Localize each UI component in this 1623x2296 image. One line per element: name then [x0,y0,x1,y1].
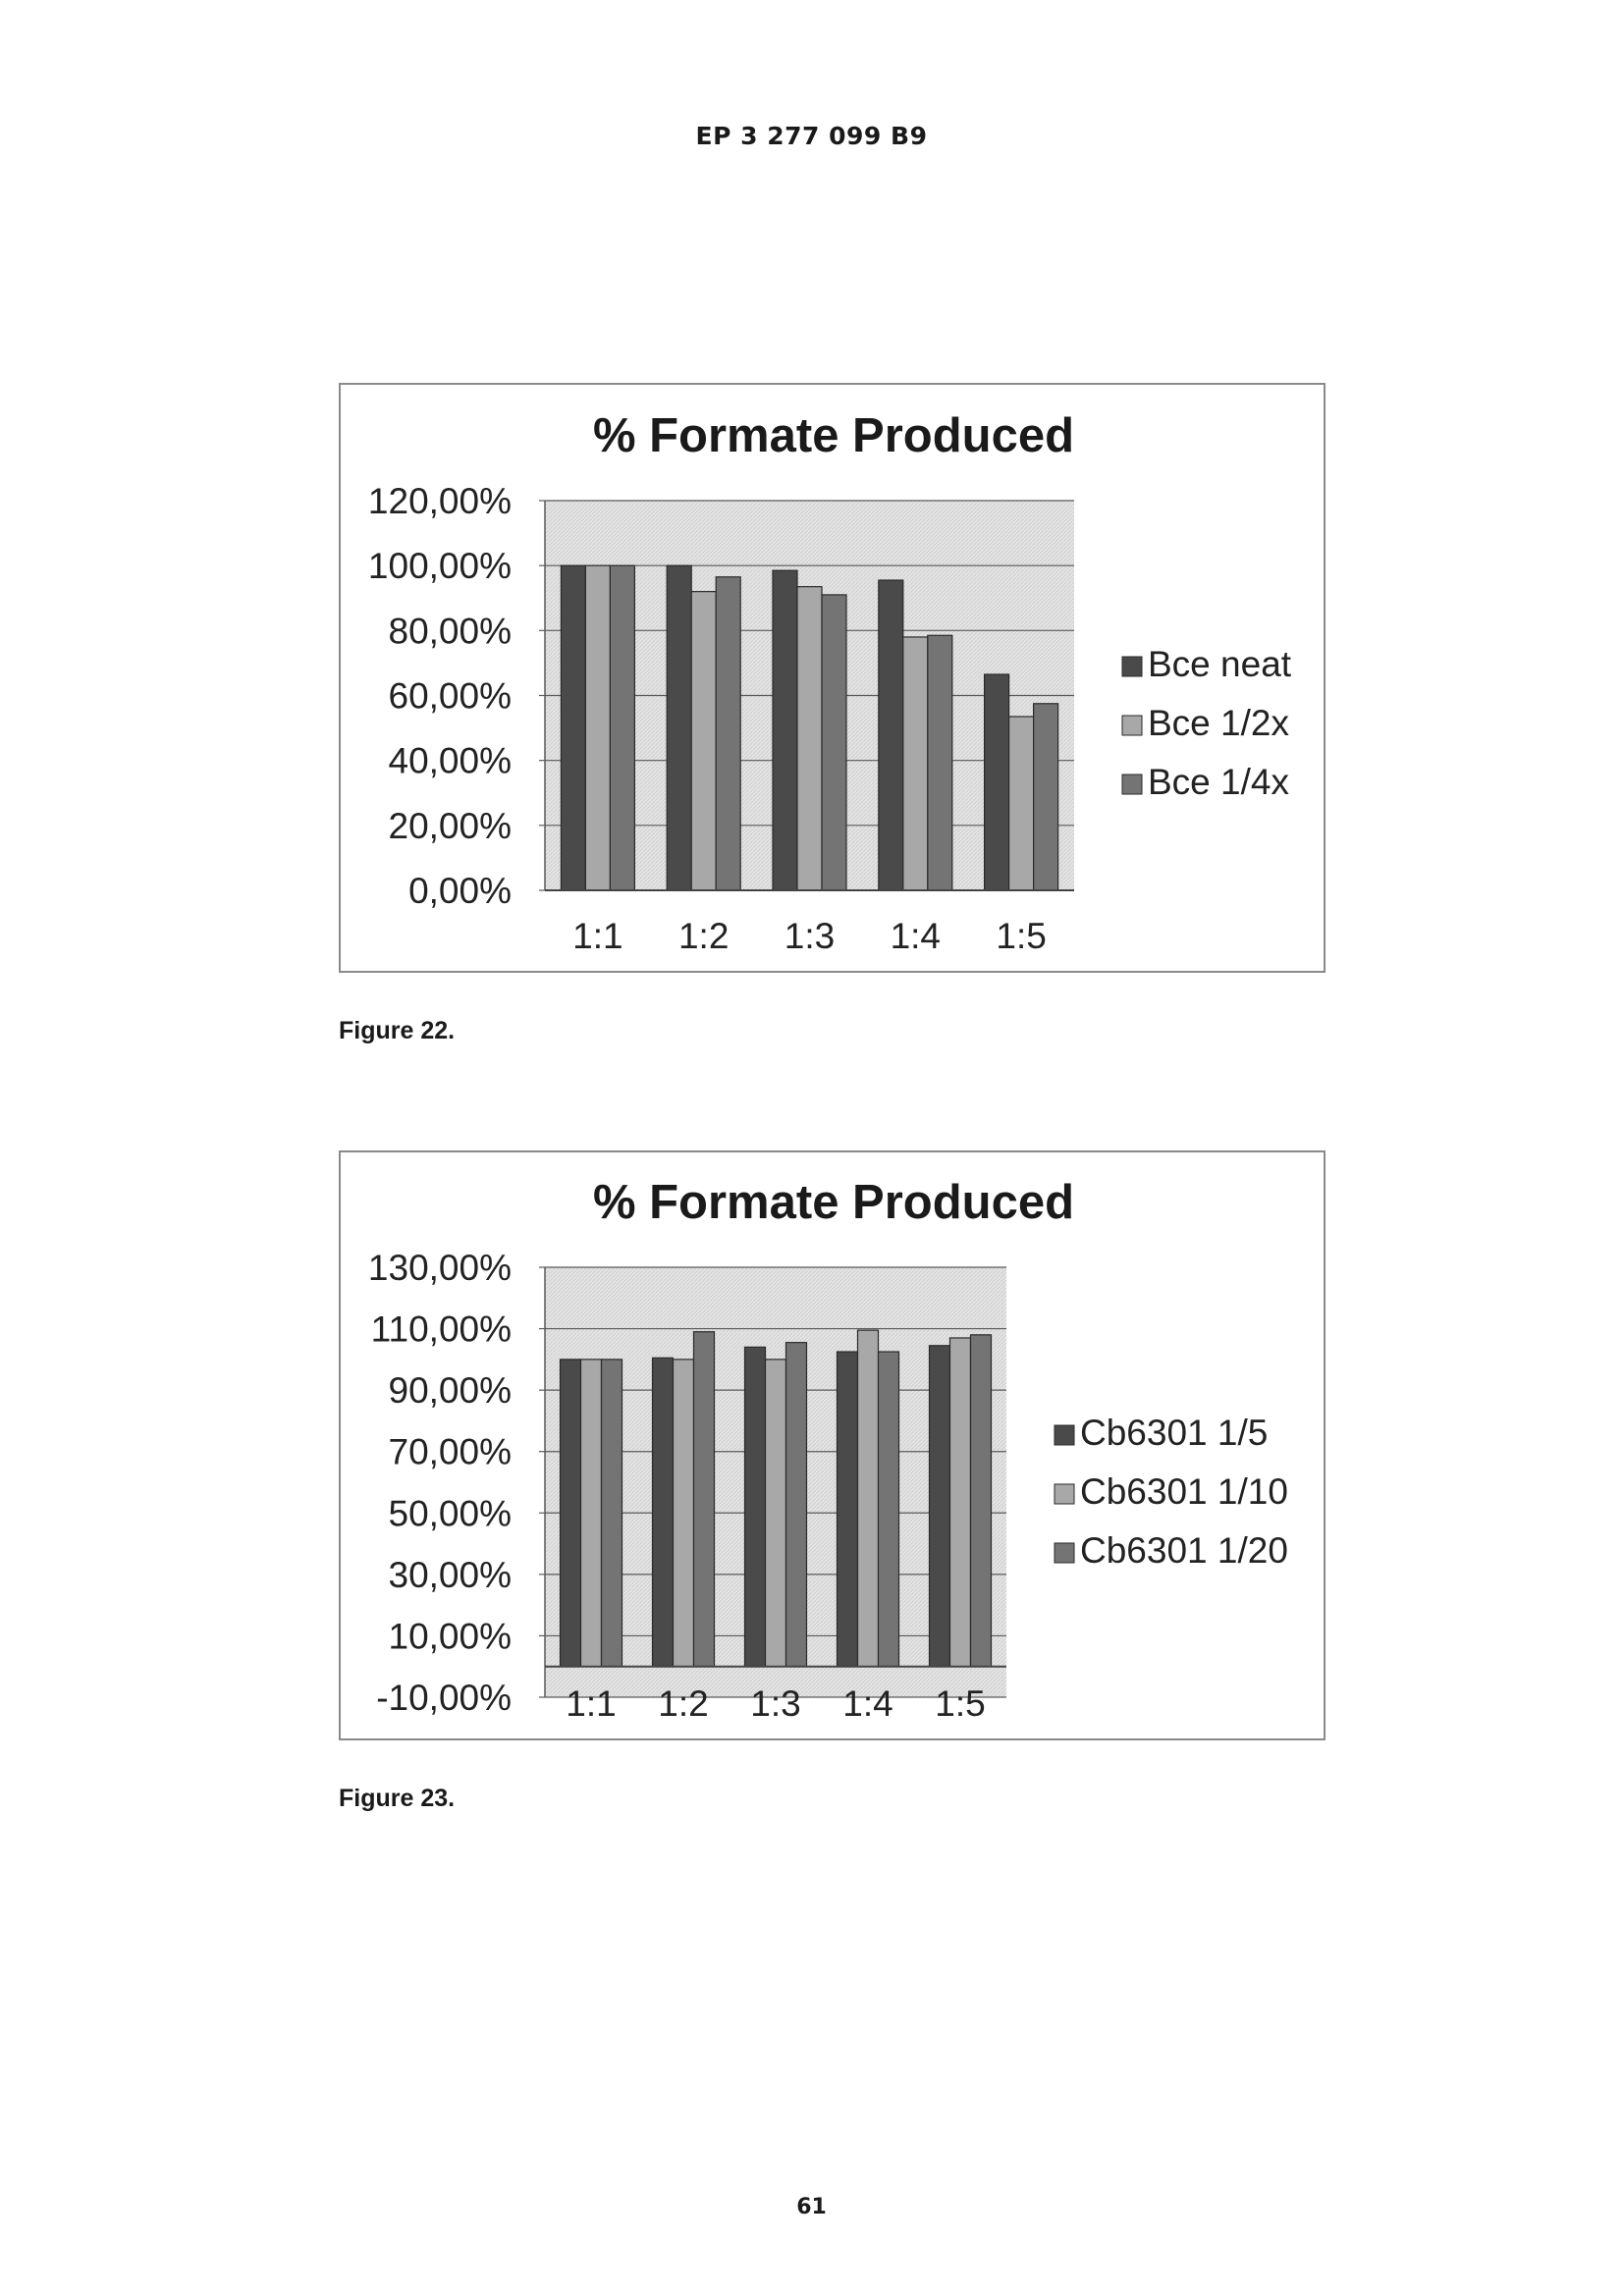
x-tick-label: 1:2 [677,916,730,956]
bar [950,1338,971,1667]
legend-swatch [1055,1543,1074,1563]
y-tick-label: 90,00% [388,1370,512,1412]
chart-svg-figure-23 [341,1152,1327,1742]
document-header: EP 3 277 099 B9 [695,122,928,150]
bar [879,580,903,890]
chart-title: % Formate Produced [592,1176,1075,1229]
bar [691,592,716,890]
legend-label: Bce 1/2x [1148,703,1289,743]
y-tick-label: 130,00% [367,1248,512,1288]
legend-label: Cb6301 1/10 [1080,1471,1288,1512]
bar [822,595,846,890]
y-tick-label: 120,00% [367,481,512,521]
chart-title: % Formate Produced [592,409,1075,462]
bar [1034,704,1058,890]
bar [786,1343,807,1667]
bar [971,1335,992,1667]
y-tick-label: 30,00% [388,1554,512,1595]
figure-23-chart [339,1150,1325,1740]
bar [561,1360,581,1667]
bar [674,1360,694,1667]
y-tick-label: -10,00% [376,1678,512,1718]
figure-23-caption: Figure 23. [339,1785,456,1812]
legend-label: Cb6301 1/5 [1080,1413,1269,1453]
bar [985,674,1009,890]
bar [838,1352,858,1667]
bar [745,1347,766,1666]
x-tick-label: 1:1 [572,916,623,956]
legend-label: Bce 1/4x [1148,762,1289,802]
bar [585,565,610,890]
bar [930,1346,950,1667]
x-tick-label: 1:1 [566,1683,617,1724]
figure-22-caption: Figure 22. [339,1017,456,1044]
legend-label: Bce neat [1148,644,1292,684]
x-tick-label: 1:3 [784,916,836,956]
legend-swatch [1055,1484,1074,1504]
legend-swatch [1122,716,1142,735]
page-number: 61 [796,2195,827,2219]
y-tick-label: 10,00% [388,1616,512,1657]
bar [858,1330,879,1667]
legend-swatch [1055,1425,1074,1445]
bar [797,587,822,890]
x-tick-label: 1:2 [658,1683,709,1724]
bar [773,570,797,890]
bar [667,565,691,890]
legend-swatch [1122,657,1142,676]
bar [602,1360,622,1667]
x-tick-label: 1:3 [750,1683,801,1724]
figure-22-chart [339,383,1325,973]
bar [928,635,952,890]
bar [1009,717,1034,890]
bar [610,565,634,890]
x-tick-label: 1:4 [890,916,942,956]
y-tick-label: 80,00% [388,611,512,652]
y-tick-label: 50,00% [388,1493,512,1534]
x-tick-label: 1:4 [842,1683,893,1724]
y-tick-label: 60,00% [388,675,512,717]
bar [694,1332,715,1667]
chart-svg-figure-22 [341,385,1327,975]
y-tick-label: 0,00% [408,871,512,911]
bar [903,637,928,890]
x-tick-label: 1:5 [996,916,1047,956]
bar [653,1358,674,1666]
x-tick-label: 1:5 [935,1683,986,1724]
y-tick-label: 20,00% [388,805,512,846]
bar [879,1352,899,1667]
y-tick-label: 70,00% [388,1431,512,1472]
bar [561,565,585,890]
bar [716,577,740,890]
legend-label: Cb6301 1/20 [1080,1530,1288,1571]
y-tick-label: 110,00% [370,1308,512,1350]
bar [766,1360,786,1667]
bar [581,1360,602,1667]
legend-swatch [1122,774,1142,794]
y-tick-label: 100,00% [367,546,512,587]
y-tick-label: 40,00% [388,740,512,781]
